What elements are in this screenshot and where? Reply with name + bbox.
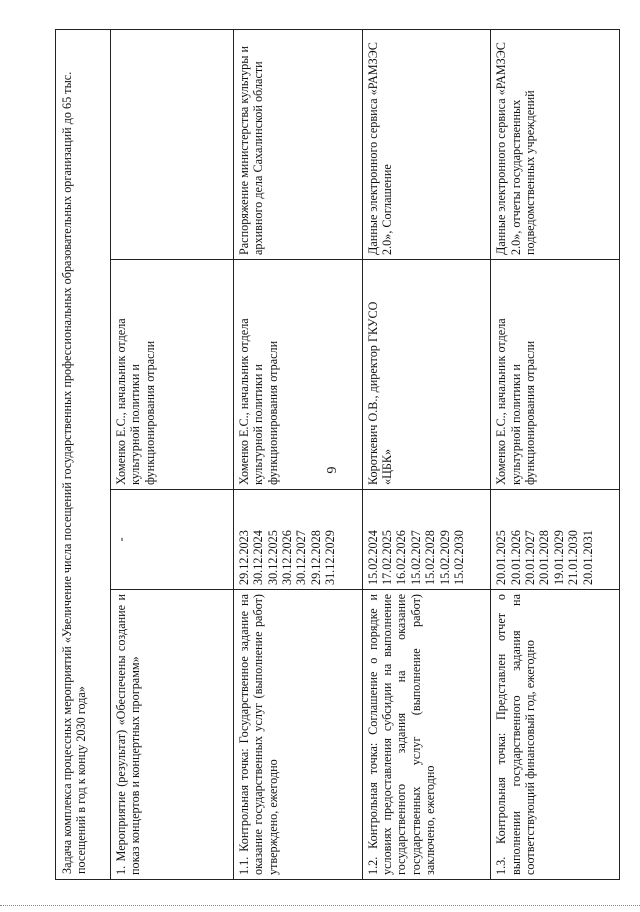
event-cell: 1. Мероприятие (результат) «Обеспечены создание и показ концертов и концертных программ» <box>110 590 233 880</box>
date: 29.12.2023 <box>236 530 251 585</box>
table-row <box>362 30 491 880</box>
scan-edge-divider <box>0 905 640 909</box>
event-cell: 1.3. Контрольная точка: Представлен отчет о выполнении государственного задания на соответствующий финансовый год, ежегодно <box>491 590 620 880</box>
table-row <box>110 30 233 880</box>
rotated-table-container <box>55 30 620 880</box>
responsible-cell: Хоменко Е.С., начальник отдела культурной политики и функционирования отрасли <box>233 260 362 490</box>
dates-cell <box>110 490 233 590</box>
date: 15.02.2024 <box>365 530 380 585</box>
responsible-cell: Короткевич О.В., директор ГКУСО «ЦБК» <box>362 260 491 490</box>
date: 30.12.2027 <box>294 530 309 585</box>
date: 20.01.2027 <box>523 530 538 585</box>
date: 15.02.2028 <box>423 530 438 585</box>
date: 19.01.2029 <box>551 530 566 585</box>
dates-cell <box>491 490 620 590</box>
date: 15.02.2027 <box>408 530 423 585</box>
table-row <box>233 30 362 880</box>
date: - <box>113 537 128 542</box>
document-cell: Данные электронного сервиса «РАМЗЭС 2.0», отчеты государственных подведомственных учреждений <box>491 30 620 260</box>
document-cell: Данные электронного сервиса «РАМЗЭС 2.0», Соглашение <box>362 30 491 260</box>
date: 20.01.2031 <box>580 530 595 585</box>
date: 30.12.2025 <box>265 530 280 585</box>
date: 17.02.2025 <box>380 530 394 585</box>
date: 30.12.2026 <box>280 530 295 585</box>
responsible-cell: Хоменко Е.С., начальник отдела культурной политики и функционирования отрасли <box>110 260 233 490</box>
date: 16.02.2026 <box>394 530 409 585</box>
table-header-row <box>56 30 111 880</box>
document-cell: Распоряжение министерства культуры и архивного дела Сахалинской области <box>233 30 362 260</box>
date: 15.02.2029 <box>437 530 452 585</box>
dates-cell <box>362 490 491 590</box>
plan-table <box>55 29 620 880</box>
responsible-cell: Хоменко Е.С., начальник отдела культурной политики и функционирования отрасли <box>491 260 620 490</box>
date: 20.01.2025 <box>494 530 509 585</box>
date: 21.01.2030 <box>566 530 581 585</box>
date: 31.12.2029 <box>323 530 338 585</box>
event-cell: 1.2. Контрольная точка: Соглашение о порядке и условиях предоставления субсидии на выполнение государственного задания на оказание государственных услуг (выполнение работ) заключено, ежегодно <box>362 590 491 880</box>
task-header: Задача комплекса процессных мероприятий «Увеличение числа посещений государственных профессиональных образовательных организаций до 65 тыс. посещений в год к концу 2030 года» <box>56 30 111 880</box>
event-cell: 1.1. Контрольная точка: Государственное задание на оказание государственных услуг (выполнение работ) утверждено, ежегодно <box>233 590 362 880</box>
table-row <box>491 30 620 880</box>
date: 15.02.2030 <box>451 530 466 585</box>
date: 20.01.2028 <box>537 530 552 585</box>
document-cell <box>110 30 233 260</box>
date: 30.12.2024 <box>251 530 266 585</box>
page-number: 6 <box>323 466 338 474</box>
dates-cell <box>233 490 362 590</box>
date: 29.12.2028 <box>308 530 323 585</box>
date: 20.01.2026 <box>508 530 523 585</box>
